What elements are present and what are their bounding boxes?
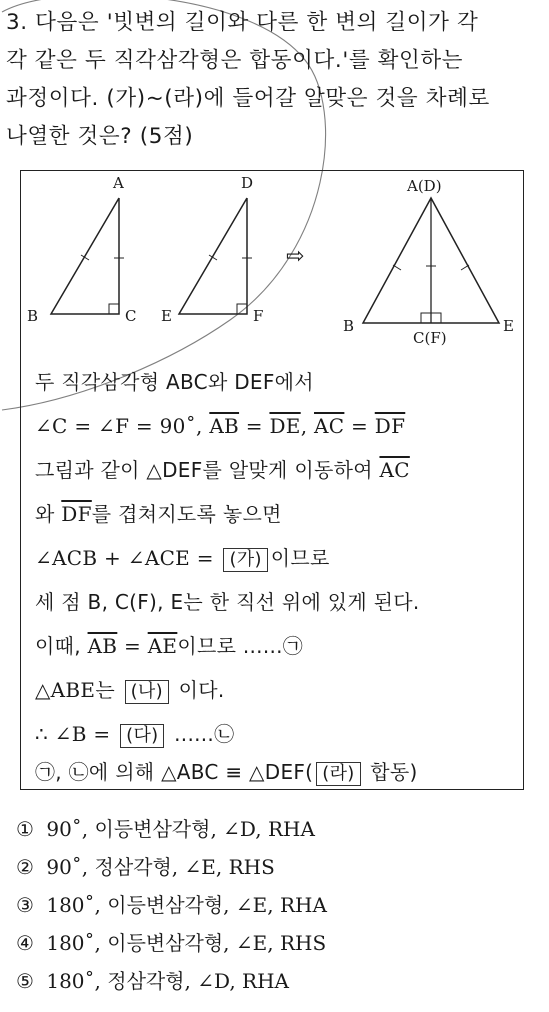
angle-b-text: ∴ ∠B = (35, 722, 118, 746)
segment-ac: $\overline{AC}$ (379, 458, 410, 482)
triangle-abe (343, 177, 514, 347)
blank-ra: (라) (316, 762, 360, 786)
choice-1[interactable] (16, 814, 315, 844)
angle-sum: ∠ACB + ∠ACE = (35, 546, 221, 570)
overlap-text-a: 와 (35, 502, 62, 526)
equals-sign: = (344, 414, 375, 438)
choice-text: 180˚, 이등변삼각형, ∠E, RHA (46, 893, 327, 917)
choice-number: ③ (16, 893, 34, 917)
proof-box (20, 170, 524, 790)
blank-ga: (가) (223, 548, 267, 572)
choice-number: ① (16, 817, 34, 841)
is-text: 이다. (171, 678, 225, 702)
proof-line-2 (35, 411, 405, 441)
choice-text: 180˚, 이등변삼각형, ∠E, RHS (46, 931, 327, 955)
then-text: 이때, (35, 634, 88, 658)
proof-line-1: 두 직각삼각형 ABC와 DEF에서 (35, 370, 314, 394)
angle-statement: ∠C = ∠F = 90˚, (35, 414, 210, 438)
segment-ae: $\overline{AE}$ (147, 634, 178, 658)
proof-line-10 (35, 757, 418, 787)
overlap-text-b: 를 겹쳐지도록 놓으면 (91, 502, 282, 526)
segment-df: $\overline{DF}$ (374, 414, 406, 438)
choice-number: ④ (16, 931, 34, 955)
separator: , (300, 414, 315, 438)
choice-number: ⑤ (16, 969, 34, 993)
label-c: C (125, 307, 137, 325)
label-e: E (161, 307, 172, 325)
equals-sign: = (239, 414, 270, 438)
proof-line-7 (35, 631, 303, 661)
label-f: F (253, 307, 264, 325)
label-b-combined: B (343, 317, 355, 335)
choice-4[interactable] (16, 928, 326, 958)
choice-number: ② (16, 855, 34, 879)
proof-line-6: 세 점 B, C(F), E는 한 직선 위에 있게 된다. (35, 590, 420, 614)
proof-line-4 (35, 499, 282, 529)
label-d: D (241, 174, 254, 192)
segment-ab: $\overline{AB}$ (87, 634, 118, 658)
blank-na: (나) (125, 680, 169, 704)
label-a-d: A(D) (407, 177, 442, 195)
segment-ac: $\overline{AC}$ (314, 414, 345, 438)
proof-line-9 (35, 719, 234, 749)
question-line-3: 과정이다. (가)~(라)에 들어갈 알맞은 것을 차례로 (6, 86, 490, 111)
triangle-def (161, 174, 263, 325)
congruence-text: ㉠, ㉡에 의해 △ABC ≡ △DEF( (35, 760, 314, 784)
choice-5[interactable] (16, 966, 289, 996)
question-line-1: 3. 다음은 '빗변의 길이와 다른 한 변의 길이가 각 (6, 10, 479, 35)
equals-sign: = (117, 634, 148, 658)
choice-2[interactable] (16, 852, 275, 882)
label-e-combined: E (503, 317, 514, 335)
label-a: A (113, 174, 124, 192)
label-b: B (27, 307, 39, 325)
blank-da: (다) (120, 724, 164, 748)
triangle-figure (21, 171, 521, 351)
congruence-end: 합동) (363, 760, 418, 784)
triangle-abc (27, 174, 136, 325)
proof-line-5 (35, 543, 330, 573)
choice-text: 90˚, 이등변삼각형, ∠D, RHA (46, 817, 315, 841)
move-text: 그림과 같이 △DEF를 알맞게 이동하여 (35, 458, 380, 482)
segment-df: $\overline{DF}$ (61, 502, 92, 526)
question-line-4: 나열한 것은? (5점) (6, 124, 194, 149)
triangle-abe-text: △ABE는 (35, 678, 122, 702)
choice-text: 90˚, 정삼각형, ∠E, RHS (46, 855, 275, 879)
label-c-f: C(F) (413, 329, 447, 347)
segment-de: $\overline{DE}$ (269, 414, 301, 438)
choice-text: 180˚, 정삼각형, ∠D, RHA (46, 969, 289, 993)
choice-3[interactable] (16, 890, 327, 920)
proof-line-3 (35, 455, 410, 485)
ref-text-1: 이므로 ......㉠ (177, 634, 304, 658)
arrow-icon: ⇨ (286, 244, 305, 269)
question-line-2: 각 같은 두 직각삼각형은 합동이다.'를 확인하는 (6, 48, 464, 73)
ref-text-2: ......㉡ (167, 722, 235, 746)
therefore-text: 이므로 (270, 546, 330, 570)
proof-line-8 (35, 675, 225, 705)
segment-ab: $\overline{AB}$ (209, 414, 240, 438)
